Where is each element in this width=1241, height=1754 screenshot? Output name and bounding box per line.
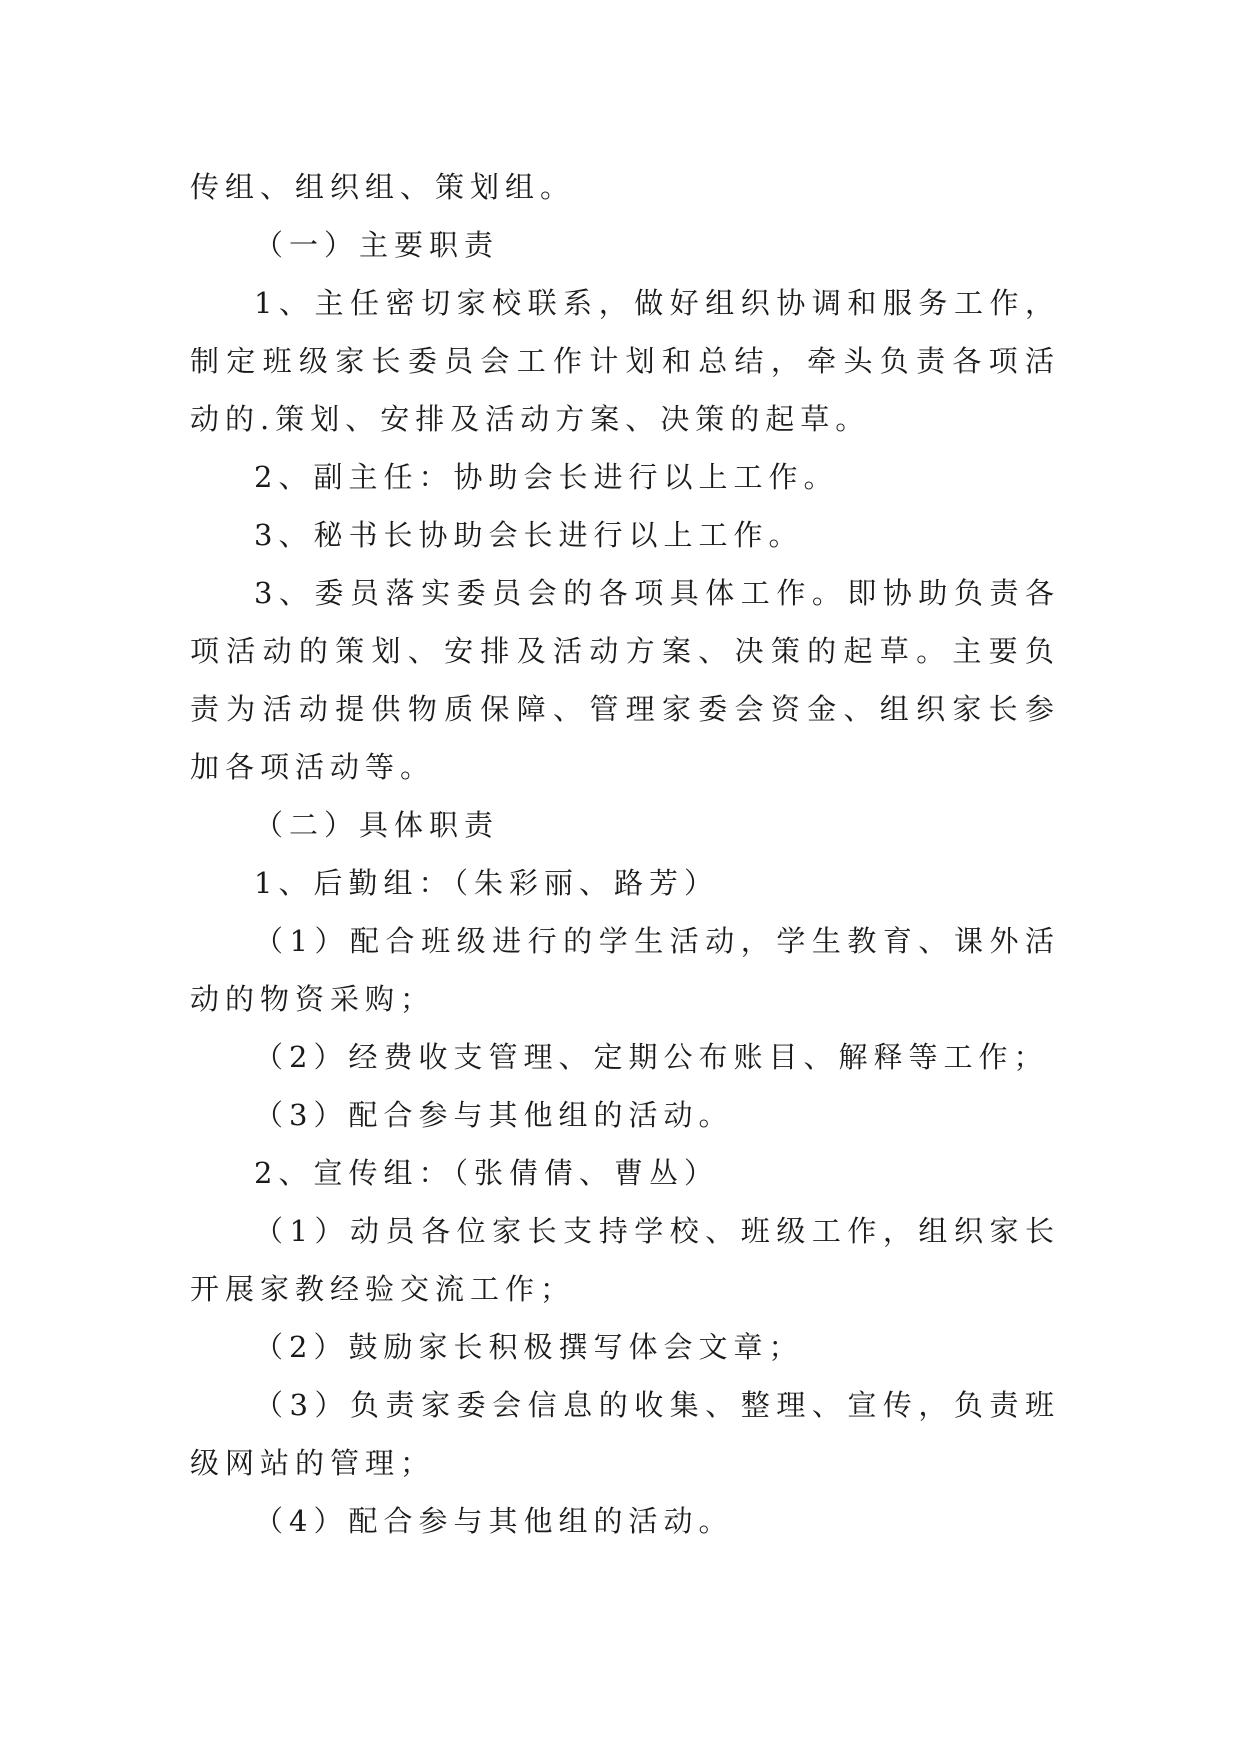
paragraph-director: 1、主任密切家校联系，做好组织协调和服务工作，制定班级家长委员会工作计划和总结，牵头负责各项活动的.策划、安排及活动方案、决策的起草。 (190, 286, 1060, 436)
list-item-publicity-4: （4）配合参与其他组的活动。 (254, 1504, 734, 1538)
paragraph-secretary-general: 3、秘书长协助会长进行以上工作。 (254, 518, 804, 552)
list-item-logistics-1: （1）配合班级进行的学生活动，学生教育、课外活动的物资采购； (190, 924, 1060, 1016)
list-item-publicity-1: （1）动员各位家长支持学校、班级工作，组织家长开展家教经验交流工作； (190, 1214, 1060, 1306)
document-body (190, 158, 1060, 1550)
paragraph-vice-director: 2、副主任：协助会长进行以上工作。 (254, 460, 839, 494)
section-heading-specific-duties: （二）具体职责 (254, 808, 500, 842)
list-item-logistics-2: （2）经费收支管理、定期公布账目、解释等工作； (254, 1040, 1049, 1074)
subheading-logistics-group: 1、后勤组：（朱彩丽、路芳） (254, 866, 719, 900)
list-item-logistics-3: （3）配合参与其他组的活动。 (254, 1098, 734, 1132)
list-item-publicity-3: （3）负责家委会信息的收集、整理、宣传，负责班级网站的管理； (190, 1388, 1060, 1480)
section-heading-main-duties: （一）主要职责 (254, 228, 500, 262)
subheading-publicity-group: 2、宣传组：（张倩倩、曹丛） (254, 1156, 719, 1190)
paragraph-1: 传组、组织组、策划组。 (190, 170, 576, 204)
list-item-publicity-2: （2）鼓励家长积极撰写体会文章； (254, 1330, 804, 1364)
paragraph-members: 3、委员落实委员会的各项具体工作。即协助负责各项活动的策划、安排及活动方案、决策的起草。主要负责为活动提供物质保障、管理家委会资金、组织家长参加各项活动等。 (190, 576, 1060, 784)
